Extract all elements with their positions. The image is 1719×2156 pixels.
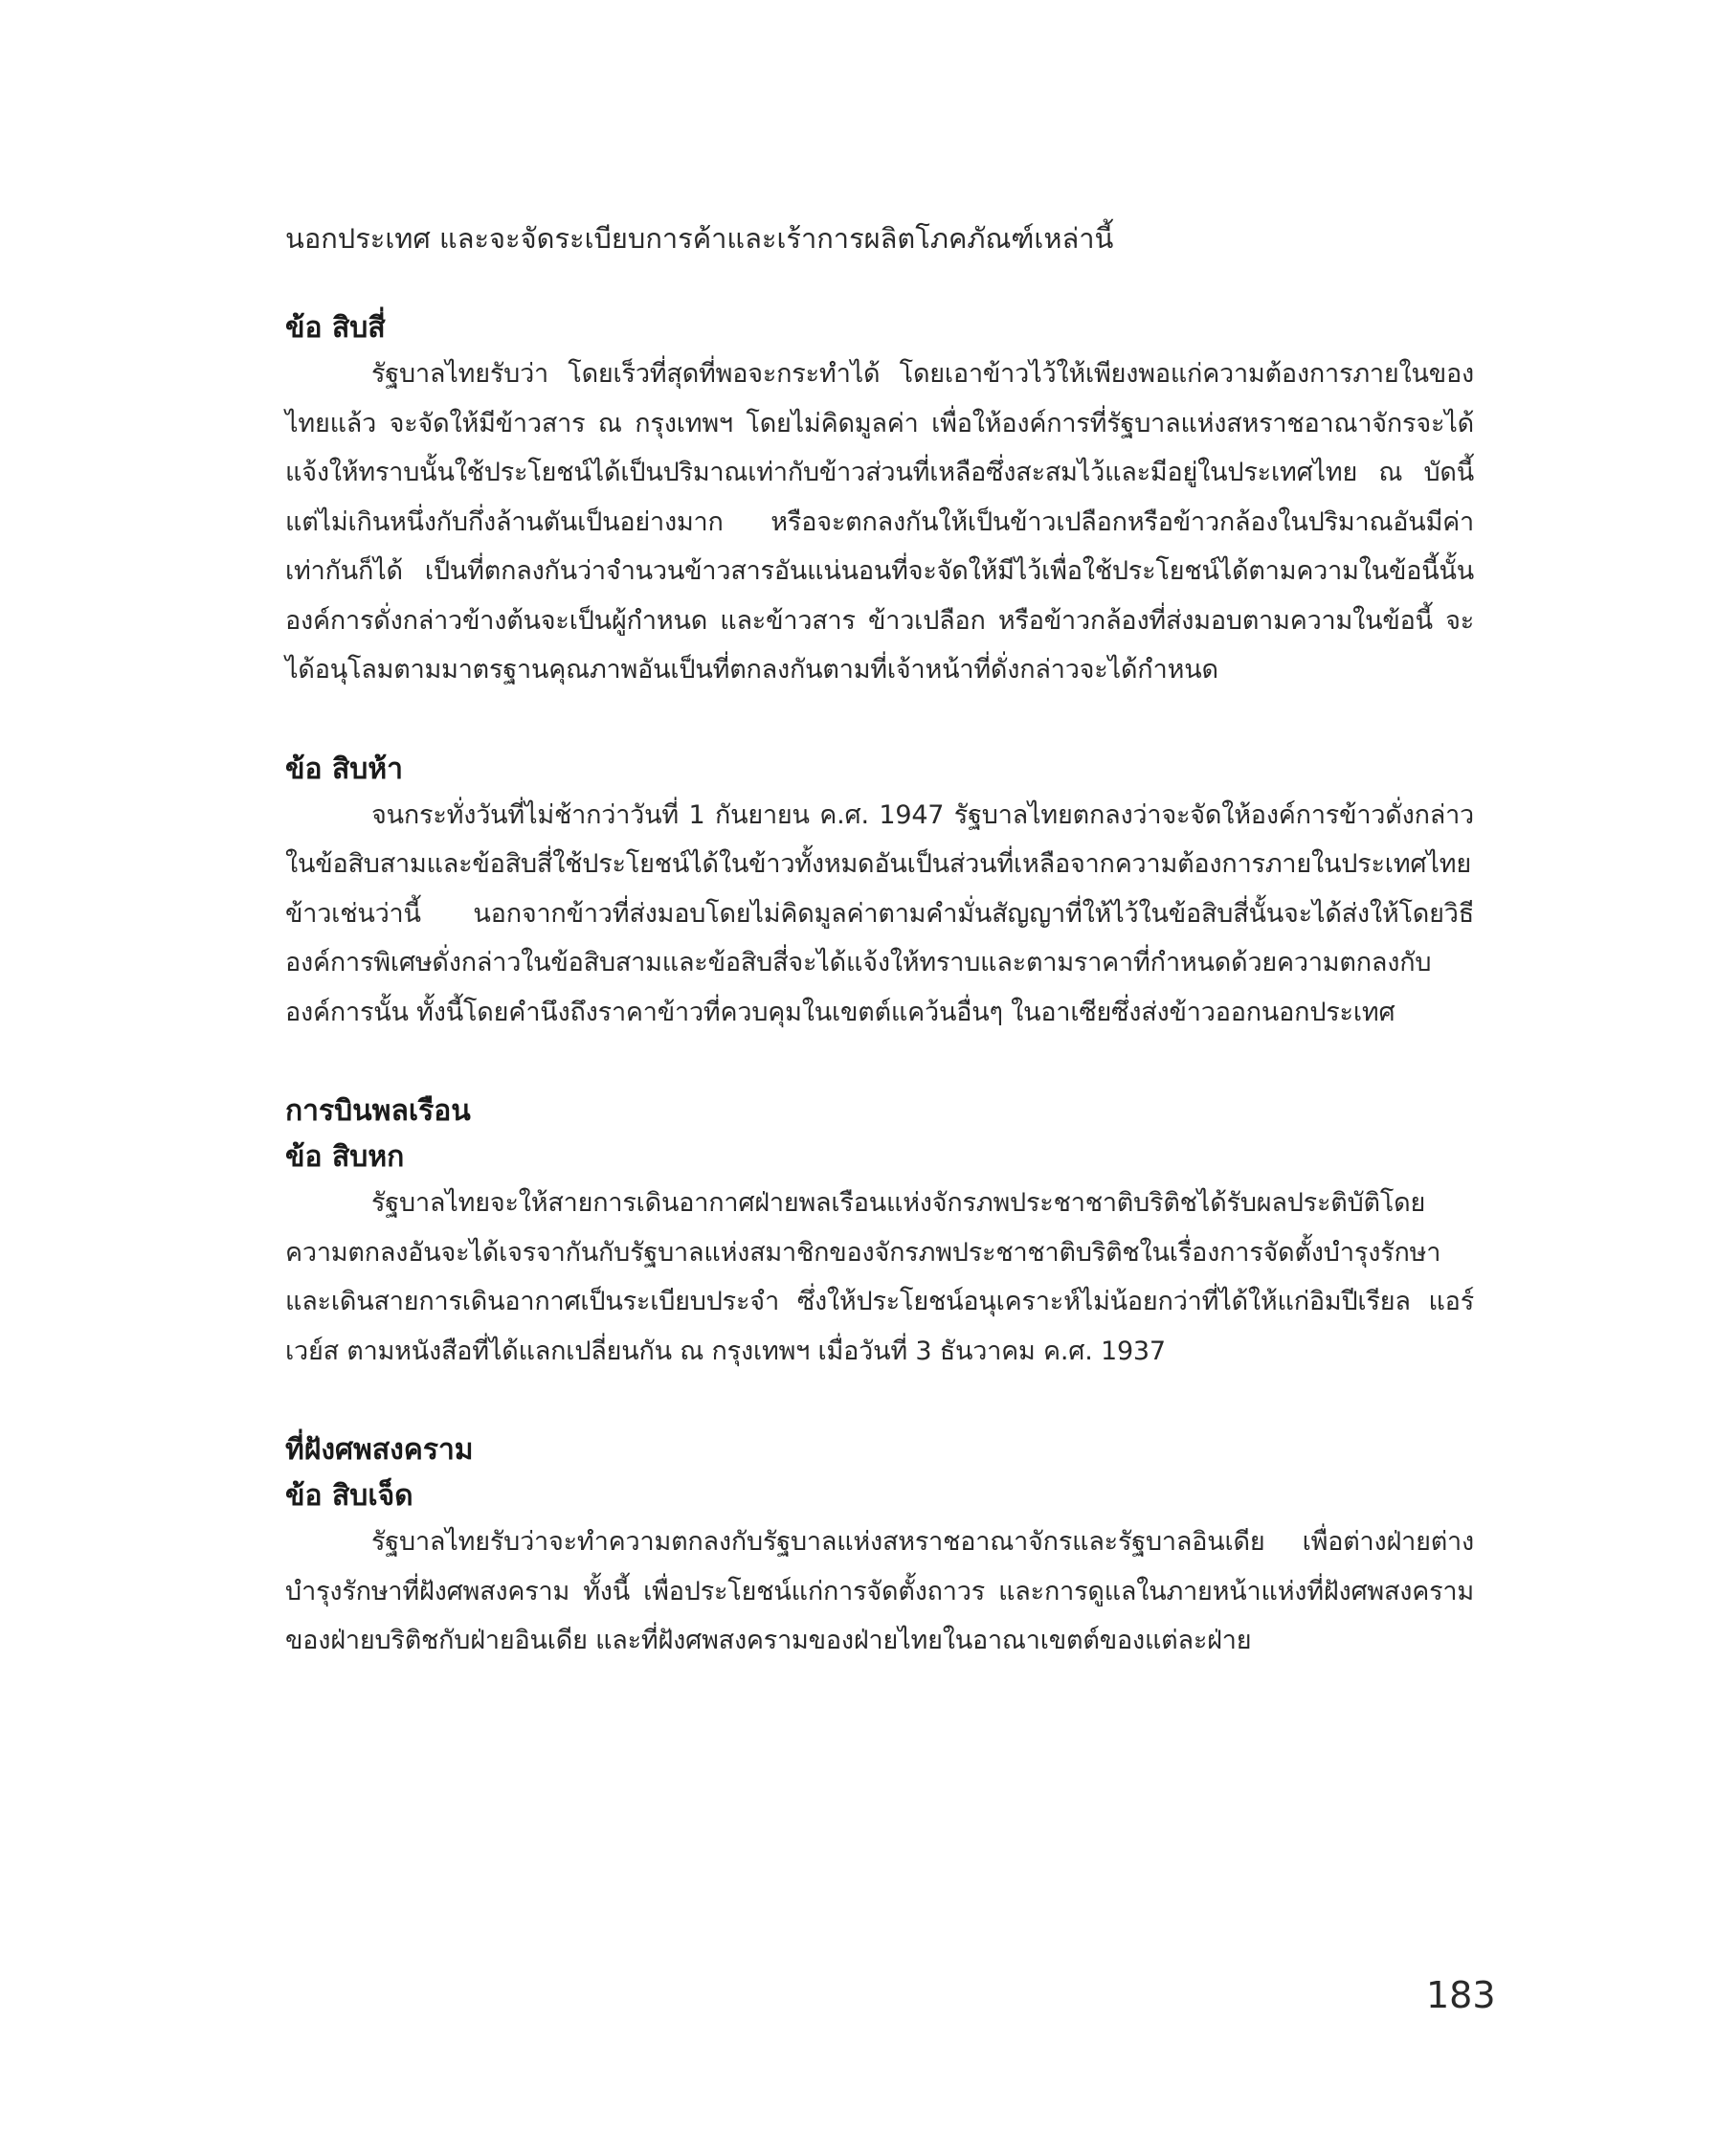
article-heading: ข้อ สิบห้า xyxy=(285,752,403,786)
article-heading: ข้อ สิบเจ็ด xyxy=(285,1479,413,1513)
article-body: รัฐบาลไทยรับว่าจะทำความตกลงกับรัฐบาลแห่งสหราชอาณาจักรและรัฐบาลอินเดีย เพื่อต่างฝ่ายต่างบำรุงรักษาที่ฝังศพสงคราม ทั้งนี้ เพื่อประโยชน์แก่การจัดตั้งถาวร และการดูแลในภายหน้าแห่งที่ฝังศพสงครามของฝ่ายบริติชกับฝ่ายอินเดีย และที่ฝังศพสงครามของฝ่ายไทยในอาณาเขตต์ของแต่ละฝ่าย xyxy=(285,1527,1474,1655)
article-body: รัฐบาลไทยรับว่า โดยเร็วที่สุดที่พอจะกระทำได้ โดยเอาข้าวไว้ให้เพียงพอแก่ความต้องการภายในของไทยแล้ว จะจัดให้มีข้าวสาร ณ กรุงเทพฯ โดยไม่คิดมูลค่า เพื่อให้องค์การที่รัฐบาลแห่งสหราชอาณาจักรจะได้แจ้งให้ทราบนั้นใช้ประโยชน์ได้เป็นปริมาณเท่ากับข้าวส่วนที่เหลือซึ่งสะสมไว้และมีอยู่ในประเทศไทย ณ บัดนี้ แต่ไม่เกินหนึ่งกับกึ่งล้านตันเป็นอย่างมาก หรือจะตกลงกันให้เป็นข้าวเปลือกหรือข้าวกล้องในปริมาณอันมีค่าเท่ากันก็ได้ เป็นที่ตกลงกันว่าจำนวนข้าวสารอันแน่นอนที่จะจัดให้มีไว้เพื่อใช้ประโยชน์ได้ตามความในข้อนี้นั้น องค์การดั่งกล่าวข้างต้นจะเป็นผู้กำหนด และข้าวสาร ข้าวเปลือก หรือข้าวกล้องที่ส่งมอบตามความในข้อนี้ จะได้อนุโลมตามมาตรฐานคุณภาพอันเป็นที่ตกลงกันตามที่เจ้าหน้าที่ดั่งกล่าวจะได้กำหนด xyxy=(285,359,1474,685)
page-content xyxy=(285,213,1474,1666)
article-heading: ข้อ สิบสี่ xyxy=(285,311,386,345)
section-civil-aviation xyxy=(285,1092,1474,1376)
article-body: จนกระทั่งวันที่ไม่ช้ากว่าวันที่ 1 กันยายน ค.ศ. 1947 รัฐบาลไทยตกลงว่าจะจัดให้องค์การข้าวดั่งกล่าวในข้อสิบสามและข้อสิบสี่ใช้ประโยชน์ได้ในข้าวทั้งหมดอันเป็นส่วนที่เหลือจากความต้องการภายในประเทศไทย ข้าวเช่นว่านี้ นอกจากข้าวที่ส่งมอบโดยไม่คิดมูลค่าตามคำมั่นสัญญาที่ให้ไว้ในข้อสิบสี่นั้นจะได้ส่งให้โดยวิธีองค์การพิเศษดั่งกล่าวในข้อสิบสามและข้อสิบสี่จะได้แจ้งให้ทราบและตามราคาที่กำหนดด้วยความตกลงกับองค์การนั้น ทั้งนี้โดยคำนึงถึงราคาข้าวที่ควบคุมในเขตต์แคว้นอื่นๆ ในอาเซียซึ่งส่งข้าวออกนอกประเทศ xyxy=(285,799,1474,1027)
article-heading: ข้อ สิบหก xyxy=(285,1140,405,1174)
article-15 xyxy=(285,751,1474,1038)
section-war-graves xyxy=(285,1431,1474,1666)
section-title: การบินพลเรือน xyxy=(285,1094,471,1128)
article-body: รัฐบาลไทยจะให้สายการเดินอากาศฝ่ายพลเรือนแห่งจักรภพประชาชาติบริติชได้รับผลประติบัติโดยความตกลงอันจะได้เจรจากันกับรัฐบาลแห่งสมาชิกของจักรภพประชาชาติบริติชในเรื่องการจัดตั้งบำรุงรักษา และเดินสายการเดินอากาศเป็นระเบียบประจำ ซึ่งให้ประโยชน์อนุเคราะห์ไม่น้อยกว่าที่ได้ให้แก่อิมปีเรียล แอร์เวย์ส ตามหนังสือที่ได้แลกเปลี่ยนกัน ณ กรุงเทพฯ เมื่อวันที่ 3 ธันวาคม ค.ศ. 1937 xyxy=(285,1188,1474,1366)
section-title: ที่ฝังศพสงคราม xyxy=(285,1433,474,1467)
article-14 xyxy=(285,309,1474,695)
continuation-text: นอกประเทศ และจะจัดระเบียบการค้าและเร้าการผลิตโภคภัณฑ์เหล่านี้ xyxy=(285,222,1114,255)
page-number: 183 xyxy=(1426,1974,1496,2016)
